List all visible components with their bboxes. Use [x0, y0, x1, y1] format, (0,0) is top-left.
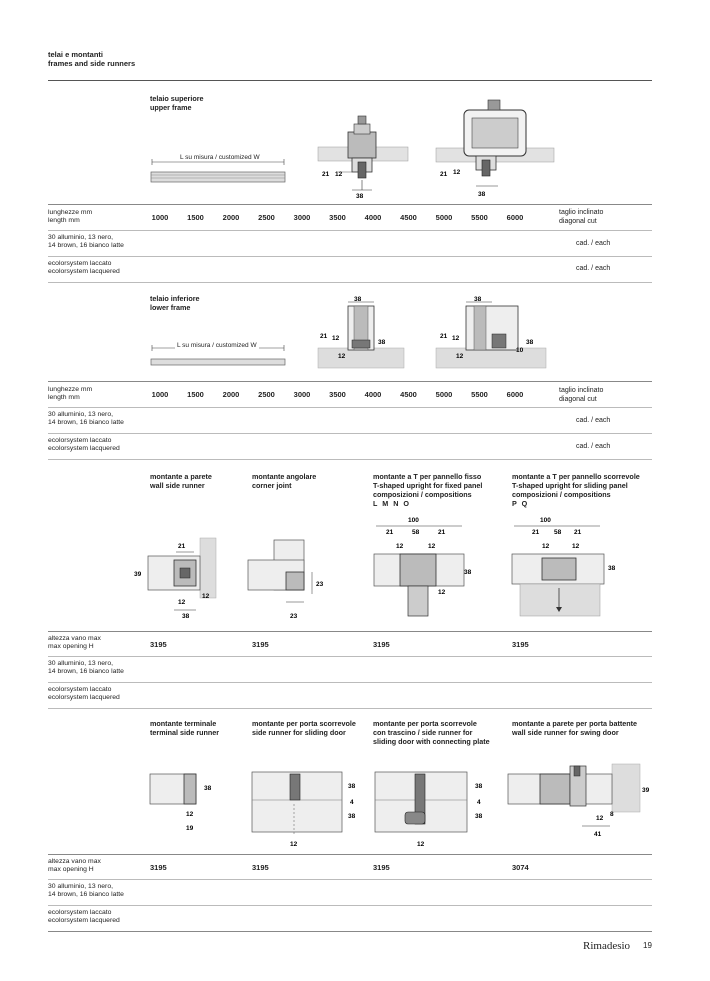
sliding-dim-b3: 38: [348, 813, 356, 820]
tslide-dim-s4: 21: [574, 529, 582, 536]
upper-section-drawing-1: [318, 110, 408, 202]
runners2-finish-lacquered: [48, 909, 120, 925]
plate-dim-c1: 38: [475, 783, 483, 790]
lower-length-label-it: lunghezze mm: [48, 386, 93, 393]
terminal-runner-drawing: [148, 770, 218, 834]
divider: [48, 854, 652, 855]
tfixed-dim-t7: 38: [464, 569, 472, 576]
runner-sliding-door-it: montante per porta scorrevole: [252, 719, 356, 728]
wall-runner-drawing: [132, 538, 218, 622]
lower-length-value: 4000: [364, 390, 382, 399]
lower-frame-title: [150, 294, 200, 312]
upper-s1-dim-a: 21: [322, 171, 330, 178]
runners1-height-en: max opening H: [48, 643, 94, 650]
corner-dim-c1: 23: [316, 581, 324, 588]
runner-sliding-plate-1: montante per porta scorrevole: [373, 719, 477, 728]
upper-length-value: 1000: [151, 213, 169, 222]
tslide-dim-s6: 12: [572, 543, 580, 550]
sliding-dim-b1: 38: [348, 783, 356, 790]
tslide-dim-s7: 38: [608, 565, 616, 572]
upper-length-value: 4000: [364, 213, 382, 222]
wall-dim-w3: 12: [202, 593, 210, 600]
runners1-alu-2: 14 brown, 16 bianco latte: [48, 668, 124, 675]
runners2-height-it: altezza vano max: [48, 858, 101, 865]
runner-t-fixed-1: montante a T per pannello fisso: [373, 472, 482, 481]
runners2-lac-2: ecolorsystem lacquered: [48, 917, 120, 924]
divider: [48, 230, 652, 231]
upper-s1-dim-b: 12: [335, 171, 343, 178]
divider: [48, 682, 652, 683]
tfixed-dim-t8: 12: [438, 589, 446, 596]
runner-wall-it: montante a parete: [150, 472, 212, 481]
runner-corner-height: 3195: [252, 640, 269, 649]
upper-length-label-it: lunghezze mm: [48, 209, 93, 216]
tslide-dim-s2: 21: [532, 529, 540, 536]
runners1-lac-2: ecolorsystem lacquered: [48, 694, 120, 701]
runner-sliding-plate-height: 3195: [373, 863, 390, 872]
divider: [48, 931, 652, 932]
runner-sliding-door-en: side runner for sliding door: [252, 728, 346, 737]
upper-finish-lacquered: [48, 260, 120, 276]
tfixed-dim-t4: 21: [438, 529, 446, 536]
upper-section-drawing-2: [436, 98, 554, 202]
corner-dim-c2: 23: [290, 613, 298, 620]
lower-title-it: telaio inferiore: [150, 294, 200, 303]
upper-length-label: [48, 209, 92, 225]
lower-s2-dim-g: 21: [440, 333, 448, 340]
upper-finish-lac-2: ecolorsystem lacquered: [48, 268, 120, 275]
lower-s2-dim-k: 12: [456, 353, 464, 360]
upper-finish-alu-2: 14 brown, 16 bianco latte: [48, 242, 124, 249]
upper-length-value: 2500: [258, 213, 275, 222]
lower-s1-dim-e: 12: [338, 353, 346, 360]
divider: [48, 656, 652, 657]
runner-corner-en: corner joint: [252, 481, 292, 490]
upper-length-value: 4500: [400, 213, 417, 222]
divider: [48, 459, 652, 460]
runner-t-fixed-2: T-shaped upright for fixed panel: [373, 481, 483, 490]
lower-length-value: 3500: [329, 390, 346, 399]
divider: [48, 80, 652, 81]
terminal-dim-a2: 12: [186, 811, 194, 818]
runner-title-terminal: [150, 719, 219, 737]
runner-wall-height: 3195: [150, 640, 167, 649]
lower-length-value: 2500: [258, 390, 275, 399]
lower-s1-dim-b: 21: [320, 333, 328, 340]
lower-s1-dim-c: 12: [332, 335, 340, 342]
tfixed-dim-t1: 100: [408, 517, 419, 524]
runners2-alu-1: 30 alluminio, 13 nero,: [48, 883, 113, 890]
lower-length-label-en: length mm: [48, 394, 80, 401]
sliding-dim-b4: 12: [290, 841, 298, 848]
runners1-lac-1: ecolorsystem laccato: [48, 686, 112, 693]
divider: [48, 631, 652, 632]
upper-frame-title: [150, 94, 204, 112]
brand-logo: Rimadesio: [583, 940, 631, 952]
page-number: 19: [643, 941, 652, 950]
runner-title-t-sliding: [512, 472, 640, 508]
runners2-height-en: max opening H: [48, 866, 94, 873]
divider: [48, 433, 652, 434]
plate-dim-c2: 4: [477, 799, 481, 806]
runners2-finish-aluminium: [48, 883, 124, 899]
upper-s2-dim-d: 21: [440, 171, 448, 178]
upper-title-it: telaio superiore: [150, 94, 204, 103]
t-sliding-drawing: [510, 514, 622, 620]
terminal-dim-a3: 19: [186, 825, 194, 832]
divider: [48, 905, 652, 906]
lower-s2-dim-i: 38: [526, 339, 534, 346]
swing-dim-d1: 39: [642, 787, 650, 794]
upper-diagonal-cut: [559, 208, 603, 226]
upper-finish-aluminium: [48, 234, 124, 250]
runners2-alu-2: 14 brown, 16 bianco latte: [48, 891, 124, 898]
lower-s2-dim-f: 38: [474, 296, 482, 303]
lower-diag-en: diagonal cut: [559, 396, 597, 403]
lower-finish-alu-2: 14 brown, 16 bianco latte: [48, 419, 124, 426]
lower-finish-lac-2: ecolorsystem lacquered: [48, 445, 120, 452]
runners1-finish-aluminium: [48, 660, 124, 676]
lower-length-value: 4500: [400, 390, 417, 399]
wall-dim-w4: 12: [178, 599, 186, 606]
runner-t-sliding-height: 3195: [512, 640, 529, 649]
runners1-height-it: altezza vano max: [48, 635, 101, 642]
runner-sliding-door-height: 3195: [252, 863, 269, 872]
runner-terminal-height: 3195: [150, 863, 167, 872]
swing-dim-d4: 41: [594, 831, 602, 838]
runner-sliding-plate-2: con trascino / side runner for: [373, 728, 473, 737]
lower-section-drawing-1: [318, 294, 404, 370]
lower-length-value: 2000: [222, 390, 240, 399]
upper-s2-dim-f: 38: [478, 191, 486, 198]
lower-length-value: 5500: [471, 390, 488, 399]
lower-section-drawing-2: [436, 294, 546, 370]
lower-s2-dim-h: 12: [452, 335, 460, 342]
lower-finish-lac-1: ecolorsystem laccato: [48, 437, 112, 444]
lower-finish-aluminium: [48, 411, 124, 427]
header-en: frames and side runners: [48, 59, 136, 68]
lower-each-2: cad. / each: [576, 443, 611, 450]
upper-length-value: 2000: [222, 213, 240, 222]
runner-t-fixed-4: L M N O: [373, 499, 411, 508]
swing-runner-drawing: [506, 762, 652, 840]
runner-t-sliding-2: T-shaped upright for sliding panel: [512, 481, 628, 490]
runner-title-corner: [252, 472, 316, 490]
t-fixed-drawing: [372, 514, 472, 620]
upper-title-en: upper frame: [150, 103, 192, 112]
lower-finish-lacquered: [48, 437, 120, 453]
sliding-dim-b2: 4: [350, 799, 354, 806]
runners1-height-label: [48, 635, 101, 651]
runner-sliding-plate-3: sliding door with connecting plate: [373, 737, 490, 746]
lower-diagonal-cut: [559, 386, 603, 404]
wall-dim-w1: 21: [178, 543, 186, 550]
upper-length-value: 3500: [329, 213, 346, 222]
divider: [48, 282, 652, 283]
tfixed-dim-t2: 21: [386, 529, 394, 536]
divider: [48, 879, 652, 880]
upper-each-1: cad. / each: [576, 240, 611, 247]
upper-dim-label: L su misura / customized W: [180, 154, 260, 161]
sliding-plate-runner-drawing: [373, 770, 491, 848]
upper-s1-dim-c: 38: [356, 193, 364, 200]
divider: [48, 204, 652, 205]
wall-dim-w5: 38: [182, 613, 190, 620]
runner-t-sliding-1: montante a T per pannello scorrevole: [512, 472, 640, 481]
upper-length-value: 6000: [506, 213, 524, 222]
lower-each-1: cad. / each: [576, 417, 611, 424]
lower-length-value: 3000: [293, 390, 311, 399]
runner-terminal-en: terminal side runner: [150, 728, 220, 737]
upper-finish-alu-1: 30 alluminio, 13 nero,: [48, 234, 113, 241]
lower-s1-dim-a: 38: [354, 296, 362, 303]
upper-diag-it: taglio inclinato: [559, 209, 604, 216]
upper-length-value: 5000: [435, 213, 453, 222]
swing-dim-d2: 12: [596, 815, 604, 822]
lower-length-label: [48, 386, 92, 402]
lower-length-value: 5000: [435, 390, 453, 399]
tfixed-dim-t5: 12: [396, 543, 404, 550]
lower-finish-alu-1: 30 alluminio, 13 nero,: [48, 411, 113, 418]
runner-title-swing: [512, 719, 637, 737]
runner-title-sliding-plate: [373, 719, 490, 746]
lower-length-value: 6000: [506, 390, 524, 399]
upper-length-value: 3000: [293, 213, 311, 222]
lower-title-en: lower frame: [150, 303, 191, 312]
tfixed-dim-t3: 58: [412, 529, 420, 536]
swing-dim-d3: 8: [610, 811, 614, 818]
upper-finish-lac-1: ecolorsystem laccato: [48, 260, 112, 267]
runner-title-sliding-door: [252, 719, 356, 737]
plate-dim-c3: 38: [475, 813, 483, 820]
divider: [48, 256, 652, 257]
section-header: [48, 50, 135, 68]
runner-t-fixed-3: composizioni / compositions: [373, 490, 472, 499]
terminal-dim-a1: 38: [204, 785, 212, 792]
tslide-dim-s5: 12: [542, 543, 550, 550]
sliding-door-runner-drawing: [250, 770, 362, 848]
plate-dim-c4: 12: [417, 841, 425, 848]
tslide-dim-s1: 100: [540, 517, 551, 524]
upper-diag-en: diagonal cut: [559, 218, 597, 225]
tslide-dim-s3: 58: [554, 529, 562, 536]
header-it: telai e montanti: [48, 50, 104, 59]
runner-corner-it: montante angolare: [252, 472, 317, 481]
upper-length-value: 5500: [471, 213, 488, 222]
lower-s1-dim-d: 38: [378, 339, 386, 346]
divider: [48, 381, 652, 382]
upper-each-2: cad. / each: [576, 265, 611, 272]
lower-length-value: 1500: [187, 390, 204, 399]
runner-swing-height: 3074: [512, 863, 529, 872]
runners1-alu-1: 30 alluminio, 13 nero,: [48, 660, 113, 667]
tfixed-dim-t6: 12: [428, 543, 436, 550]
runner-title-t-fixed: [373, 472, 482, 508]
divider: [48, 708, 652, 709]
runner-t-fixed-height: 3195: [373, 640, 390, 649]
lower-diag-it: taglio inclinato: [559, 387, 604, 394]
runner-terminal-it: montante terminale: [150, 719, 217, 728]
upper-length-value: 1500: [187, 213, 204, 222]
runners2-height-label: [48, 858, 101, 874]
corner-joint-drawing: [246, 538, 336, 622]
runner-t-sliding-3: composizioni / compositions: [512, 490, 611, 499]
runners2-lac-1: ecolorsystem laccato: [48, 909, 112, 916]
runner-wall-en: wall side runner: [150, 481, 205, 490]
upper-length-label-en: length mm: [48, 217, 80, 224]
runner-swing-en: wall side runner for swing door: [512, 728, 619, 737]
upper-s2-dim-e: 12: [453, 169, 461, 176]
runner-t-sliding-4: P Q: [512, 499, 529, 508]
runner-swing-it: montante a parete per porta battente: [512, 719, 638, 728]
runner-title-wall: [150, 472, 212, 490]
lower-dim-label: L su misura / customized W: [177, 342, 257, 349]
runners1-finish-lacquered: [48, 686, 120, 702]
divider: [48, 407, 652, 408]
wall-dim-w2: 39: [134, 571, 142, 578]
lower-s2-dim-j: 10: [516, 347, 524, 354]
lower-length-value: 1000: [151, 390, 169, 399]
